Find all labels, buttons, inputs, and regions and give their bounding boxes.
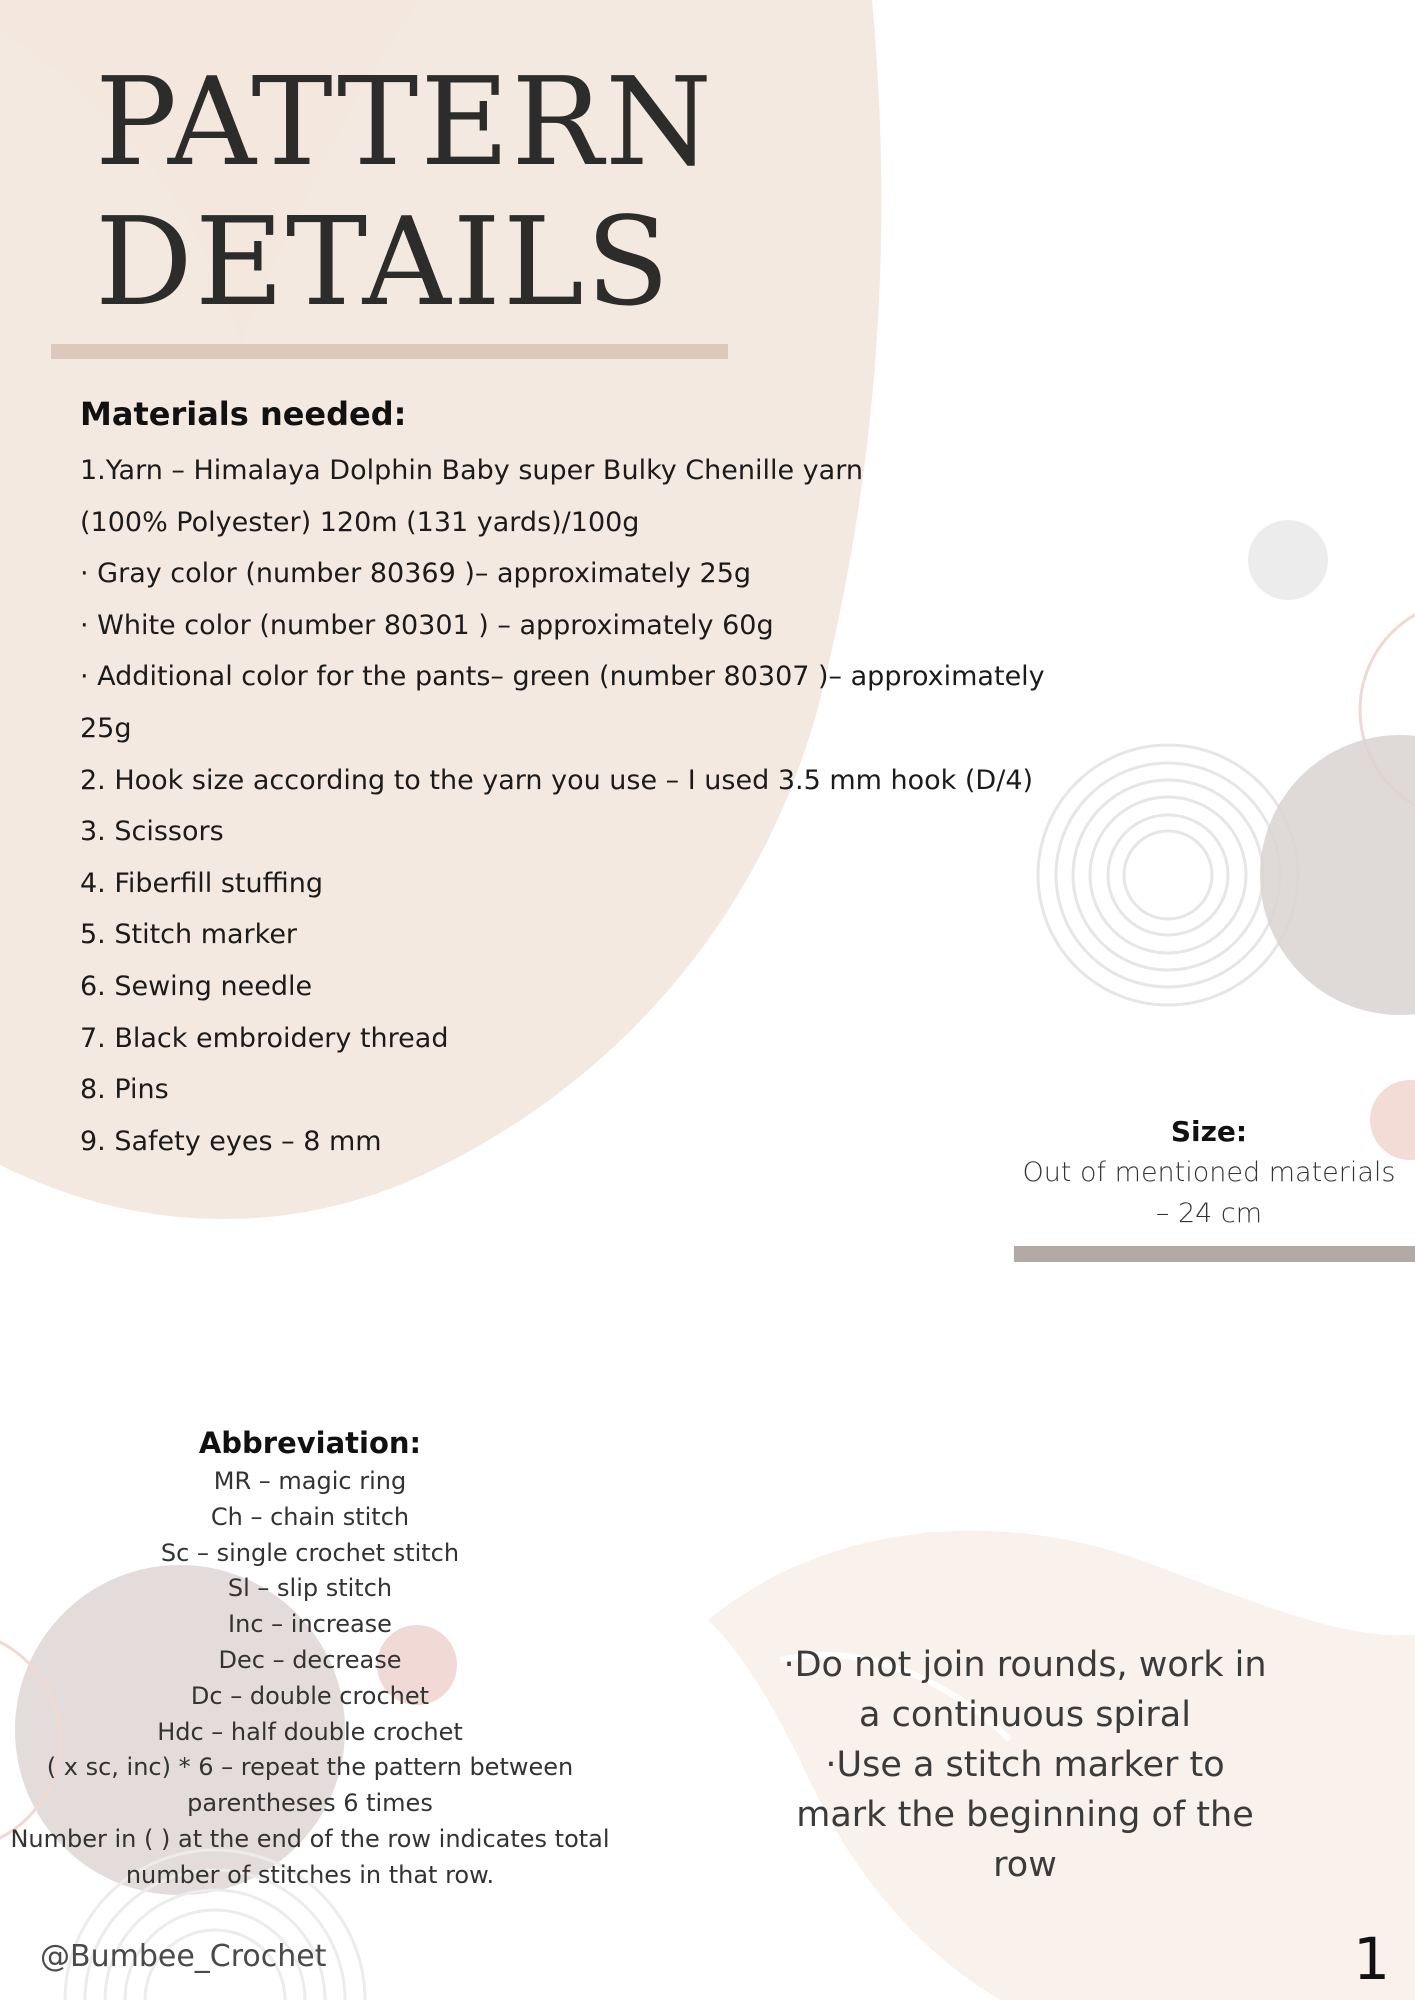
notes-line: ·Do not join rounds, work in [783, 1645, 1267, 1685]
materials-item: 4. Fiberfill stuffing [80, 867, 323, 899]
abbreviation-item: ( x sc, inc) * 6 – repeat the pattern between [46, 1753, 574, 1782]
materials-item: · White color (number 80301 ) – approximately 60g [80, 609, 774, 641]
abbreviation-item: Dc – double crochet [190, 1681, 430, 1710]
abbreviation-list [0, 1464, 620, 1894]
title-line-2: DETAILS [95, 191, 672, 333]
size-line-1: Out of mentioned materials [1022, 1157, 1396, 1188]
materials-item: · Gray color (number 80369 )– approximately 25g [80, 558, 752, 590]
size-line-2: – 24 cm [1155, 1198, 1263, 1229]
materials-item: 1.Yarn – Himalaya Dolphin Baby super Bulky Chenille yarn [80, 455, 863, 486]
abbreviation-item: Sc – single crochet stitch [160, 1538, 460, 1567]
abbreviation-item: Ch – chain stitch [210, 1502, 410, 1531]
abbreviation-item: parentheses 6 times [187, 1789, 433, 1818]
materials-item: 3. Scissors [80, 816, 224, 848]
gray-circle-right [1260, 735, 1415, 1015]
materials-item: 2. Hook size according to the yarn you use – I used 3.5 mm hook (D/4) [80, 764, 1034, 796]
social-handle: @Bumbee_Crochet [40, 1939, 327, 1974]
materials-item: (100% Polyester) 120m (131 yards)/100g [80, 506, 640, 538]
materials-item: · Additional color for the pants– green (number 80307 )– approximately [80, 661, 1045, 693]
notes-line: mark the beginning of the [796, 1795, 1254, 1835]
size-heading: Size: [1170, 1115, 1248, 1148]
materials-item: 5. Stitch marker [80, 919, 298, 951]
materials-item: 7. Black embroidery thread [80, 1022, 449, 1054]
gray-dot [1248, 520, 1328, 600]
size-section [1014, 1115, 1404, 1234]
materials-heading: Materials needed: [80, 395, 407, 433]
abbreviation-section [0, 1426, 620, 1894]
materials-item: 25g [80, 712, 132, 744]
abbreviation-item: Number in ( ) at the end of the row indicates total [10, 1824, 610, 1853]
abbreviation-item: Inc – increase [228, 1610, 392, 1639]
notes-line: row [993, 1845, 1057, 1885]
title-line-1: PATTERN [95, 51, 714, 193]
abbreviation-item: MR – magic ring [213, 1467, 407, 1495]
abbreviation-item: number of stitches in that row. [125, 1860, 495, 1889]
size-underline [1014, 1246, 1415, 1262]
materials-item: 8. Pins [80, 1074, 169, 1106]
abbreviation-item: Sl – slip stitch [227, 1574, 393, 1603]
notes-section [775, 1640, 1275, 1890]
abbreviation-item: Dec – decrease [218, 1645, 402, 1674]
materials-item: 9. Safety eyes – 8 mm [80, 1125, 382, 1157]
abbreviation-item: Hdc – half double crochet [157, 1717, 463, 1746]
page-number: 1 [1353, 1925, 1390, 1993]
materials-section [80, 395, 1080, 1167]
notes-line: a continuous spiral [859, 1695, 1191, 1735]
title-underline [51, 344, 728, 359]
materials-list [80, 445, 1080, 1167]
materials-item: 6. Sewing needle [80, 970, 313, 1002]
page-title [95, 52, 714, 332]
notes-line: ·Use a stitch marker to [825, 1745, 1225, 1785]
abbreviation-heading: Abbreviation: [198, 1426, 422, 1460]
